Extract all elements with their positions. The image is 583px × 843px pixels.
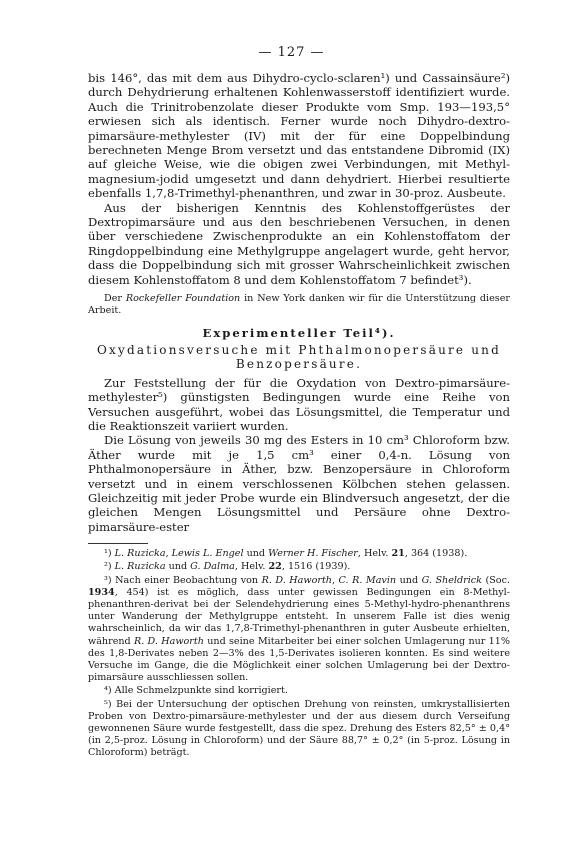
page-number: — 127 — [258,45,325,60]
exp-paragraph-2: Die Lösung von jeweils 30 mg des Esters in 10 cm³ Chloroform bzw. Äther wurde mit je 1,5 cm³ einer 0,4-n. Lösung von Phthalmonopersäure in Äther, bzw. Benzopersäure in Chloroform versetzt und in einem verschlossenen Kölbchen stehen gelassen. Gleichzeitig mit jeder Probe wurde ein Blindversuch angesetzt, der die gleichen Mengen Lösungsmittel und Persäure ohne Dextro-pimarsäure-ester [88,433,510,534]
footnote-rule [88,543,148,544]
text-column [88,71,510,760]
paragraph-2: Aus der bisherigen Kenntnis des Kohlenstoffgerüstes der Dextropimarsäure und aus den beschriebenen Versuchen, in denen über verschiedene Zwischenprodukte an ein Kohlenstoffatom der Ringdoppelbindung eine Methylgruppe angelagert wurde, geht hervor, dass die Doppelbindung sich mit grosser Wahrscheinlichkeit zwischen diesem Kohlenstoffatom 8 und dem Kohlenstoffatom 7 befindet³). [88,200,510,287]
section-heading: Experimenteller Teil⁴). [202,325,396,340]
footnote-2: ²) L. Ruzicka und G. Dalma, Helv. 22, 1516 (1939). [104,561,351,573]
footnote-4: ⁴) Alle Schmelzpunkte sind korrigiert. [104,685,288,697]
acknowledgement [88,293,510,317]
paragraph-1: bis 146°, das mit dem aus Dihydro-cyclo-sclaren¹) und Cassainsäure²) durch Dehydrierung erhaltenen Kohlenwasserstoff identifiziert wurde. Auch die Trinitrobenzolate dieser Produkte vom Smp. 193—193,5° erwiesen sich als identisch. Ferner wurde noch Dihydro-dextro-pimarsäure-methylester (IV) mit der für eine Doppelbindung berechneten Menge Brom versetzt und das entstandene Dibromid (IX) auf gleiche Weise, wie die obigen zwei Verbindungen, mit Methyl-magnesium-jodid umgesetzt und dann dehydriert. Hierbei resultierte ebenfalls 1,7,8-Trimethyl-phenanthren, und zwar in 30-proz. Ausbeute. [88,71,510,201]
footnote-3: ³) Nach einer Beobachtung von R. D. Haworth, C. R. Mavin und G. Sheldrick (Soc. 1934, 454) ist es möglich, dass unter gewissen Bedingungen ein 8-Methyl-phenanthren-derivat bei der Selendehydrierung eines 5-Methyl-hydro-phenanthrens unter Wanderung der Methylgruppe entsteht. In unserem Falle ist dies wenig wahrscheinlich, da wir das 1,7,8-Trimethyl-phenanthren in guter Ausbeute erhielten, während R. D. Haworth und seine Mitarbeiter bei einer solchen Umlagerung nur 11% des 1,8-Derivates neben 2—3% des 1,5-Derivates isolieren konnten. Es sind weitere Versuche im Gange, die die Möglichkeit einer solchen Umlagerung bei der Dextro-pimarsäure ausschliessen sollen. [88,574,510,684]
ack-foundation: Rockefeller Foundation [125,293,241,305]
ack-prefix: Der [104,293,126,305]
exp-paragraph-1: Zur Feststellung der für die Oxydation von Dextro-pimarsäure-methylester⁵) günstigsten Bedingungen wurde eine Reihe von Versuchen ausgeführt, wobei das Lösungsmittel, die Temperatur und die Reaktionszeit variiert wurden. [88,375,510,433]
subsection-heading: Oxydationsversuche mit Phthalmonopersäure und Benzopersäure. [97,342,501,372]
footnote-1: ¹) L. Ruzicka, Lewis L. Engel und Werner H. Fischer, Helv. 21, 364 (1938). [104,548,468,560]
footnote-5: ⁵) Bei der Untersuchung der optischen Drehung von reinsten, umkrystallisierten Proben von Dextro-pimarsäure-methylester und der aus diesem durch Verseifung gewonnenen Säure wurde festgestellt, dass die spez. Drehung des Esters 82,5° ± 0,4° (in 2,5-proz. Lösung in Chloroform) und der Säure 88,7° ± 0,2° (in 5-proz. Lösung in Chloroform) beträgt. [88,698,510,759]
ack-suffix: in New York danken wir für die Unterstützung dieser Arbeit. [88,293,510,317]
